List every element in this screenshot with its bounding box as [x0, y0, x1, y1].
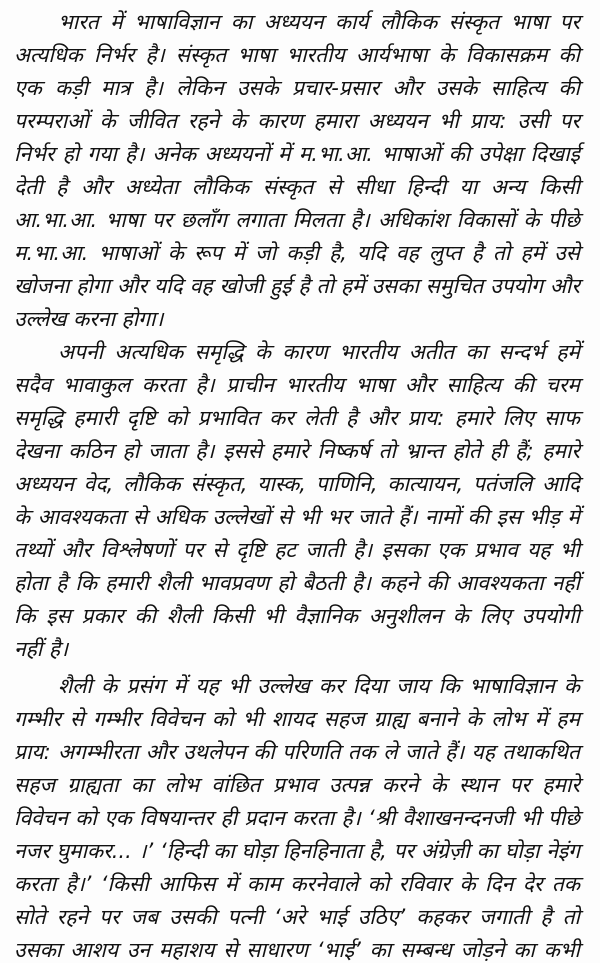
paragraph-2-line-6: के आवश्यकता से अधिक उल्लेखों से भी भर जाते हैं। नामों की इस भीड़ में — [14, 505, 580, 529]
paragraph-2-line-4: देखना कठिन हो जाता है। इससे हमारे निष्कर्ष तो भ्रान्त होते ही हैं; हमारे — [14, 439, 580, 463]
paragraph-2-line-10: नहीं है। — [14, 637, 69, 661]
paragraph-3-line-6: नजर घुमाकर... ।’ ‘हिन्दी का घोड़ा हिनहिनाता है, पर अंग्रेज़ी का घोड़ा नेइंग — [14, 839, 580, 863]
paragraph-2-line-8: होता है कि हमारी शैली भावप्रवण हो बैठती है। कहने की आवश्यकता नहीं — [14, 571, 580, 595]
paragraph-1-line-5: निर्भर हो गया है। अनेक अध्ययनों में म.भा.आ. भाषाओं की उपेक्षा दिखाई — [14, 142, 580, 166]
paragraph-2-line-5: अध्ययन वेद, लौकिक संस्कृत, यास्क, पाणिनि, कात्यायन, पतंजलि आदि — [14, 472, 580, 496]
paragraph-1-line-7: आ.भा.आ. भाषा पर छलाँग लगाता मिलता है। अधिकांश विकासों के पीछे — [14, 208, 580, 232]
paragraph-1-line-9: खोजना होगा और यदि वह खोजी हुई है तो हमें उसका समुचित उपयोग और — [14, 274, 580, 298]
paragraph-3-line-9: उसका आशय उन महाशय से साधारण ‘भाई’ का सम्बन्ध जोड़ने का कभी — [14, 938, 580, 962]
paragraph-3-line-4: सहज ग्राह्यता का लोभ वांछित प्रभाव उत्पन्न करने के स्थान पर हमारे — [14, 773, 580, 797]
paragraph-3-line-2: गम्भीर से गम्भीर विवेचन को भी शायद सहज ग्राह्य बनाने के लोभ में हम — [14, 707, 580, 731]
paragraph-3-line-5: विवेचन को एक विषयान्तर ही प्रदान करता है। ‘श्री वैशाखनन्दनजी भी पीछे — [14, 806, 580, 830]
paragraph-1-line-2: अत्यधिक निर्भर है। संस्कृत भाषा भारतीय आर्यभाषा के विकासक्रम की — [14, 43, 580, 67]
paragraph-3-line-3: प्राय: अगम्भीरता और उथलेपन की परिणति तक ले जाते हैं। यह तथाकथित — [14, 740, 580, 764]
paragraph-1-line-10: उल्लेख करना होगा। — [14, 307, 164, 331]
paragraph-3-line-1: शैली के प्रसंग में यह भी उल्लेख कर दिया जाय कि भाषाविज्ञान के — [58, 674, 580, 698]
paragraph-3-line-8: सोते रहने पर जब उसकी पत्नी ‘अरे भाई उठिए’ कहकर जगाती है तो — [14, 905, 580, 929]
paragraph-3-line-7: करता है।’ ‘किसी आफिस में काम करनेवाले को रविवार के दिन देर तक — [14, 872, 580, 896]
paragraph-1-line-4: परम्पराओं के जीवित रहने के कारण हमारा अध्ययन भी प्राय: उसी पर — [14, 109, 580, 133]
paragraph-2-line-7: तथ्यों और विश्लेषणों पर से दृष्टि हट जाती है। इसका एक प्रभाव यह भी — [14, 538, 580, 562]
paragraph-2-line-3: समृद्धि हमारी दृष्टि को प्रभावित कर लेती है और प्राय: हमारे लिए साफ — [14, 406, 580, 430]
paragraph-2-line-9: कि इस प्रकार की शैली किसी भी वैज्ञानिक अनुशीलन के लिए उपयोगी — [14, 604, 580, 628]
paragraph-1-line-6: देती है और अध्येता लौकिक संस्कृत से सीधा हिन्दी या अन्य किसी — [14, 175, 580, 199]
paragraph-2-line-2: सदैव भावाकुल करता है। प्राचीन भारतीय भाषा और साहित्य की चरम — [14, 373, 580, 397]
paragraph-2-line-1: अपनी अत्यधिक समृद्धि के कारण भारतीय अतीत का सन्दर्भ हमें — [58, 340, 580, 364]
paragraph-1-line-8: म.भा.आ. भाषाओं के रूप में जो कड़ी है, यदि वह लुप्त है तो हमें उसे — [14, 241, 580, 265]
paragraph-1-line-1: भारत में भाषाविज्ञान का अध्ययन कार्य लौकिक संस्कृत भाषा पर — [58, 10, 580, 34]
paragraph-1-line-3: एक कड़ी मात्र है। लेकिन उसके प्रचार-प्रसार और उसके साहित्य की — [14, 76, 580, 100]
